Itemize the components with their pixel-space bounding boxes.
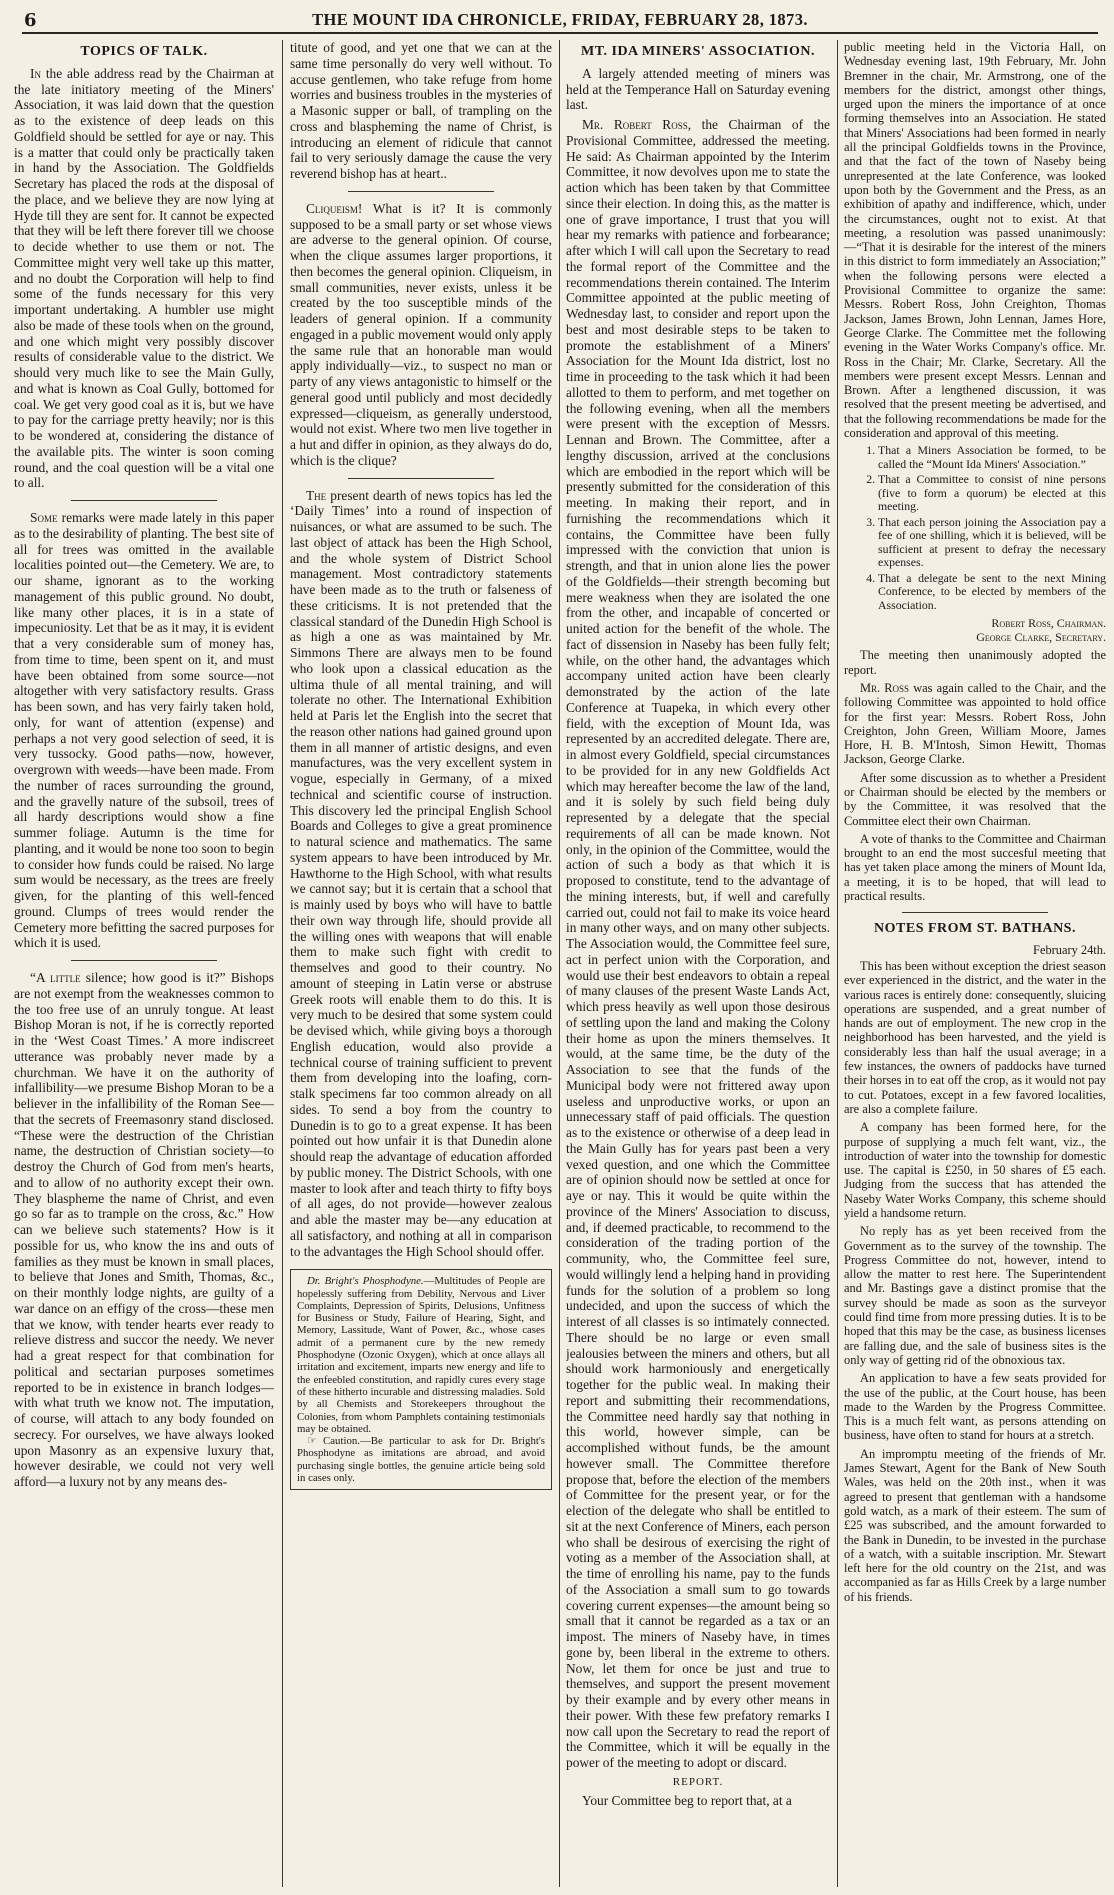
column-rule xyxy=(837,40,838,1887)
report-heading: REPORT. xyxy=(672,1775,724,1788)
column-3 xyxy=(566,40,830,1888)
resolution-item: 1. That a Miners Association be formed, to be called the “Mount Ida Miners' Association.” xyxy=(878,444,1106,471)
article-paragraph: A largely attended meeting of miners was held at the Temperance Hall on Saturday evening last. xyxy=(566,65,830,113)
article-paragraph: “A little silence; how good is it?” Bishops are not exempt from the weaknesses common to the too free use of an unruly tongue. At least Bishop Moran is not, if he is correctly reported in the ‘West Coast Times.’ A more indiscreet utterance was probably never made by a churchman. We have it on the authority of infallibility—we presume Bishop Moran to be a believer in the infallibility of the Roman See—that the secrets of Freemasonry stand disclosed. “These were the destruction of the Christian name, the destruction of Christian society—to destroy the Church of God from men's hearts, and to allow of no authority except their own. They blaspheme the name of Christ, and even go so far as to trample on the cross, &c.” How can we believe such statements? How is it possible for us, who know the ins and outs of families as they must be known in small places, to believe that Jones and Smith, Thomas, &c., on their monthly lodge nights, are guilty of a war dance on an effigy of the cross—these men that we know, with tender hearts ever ready to relieve distress and succor the needy. We never had a great respect for that combination for political and sectarian purposes sometimes reported to be in existence in branch lodges—with what truth we know not. The imputation, of course, will attach to any body founded on secrecy. For ourselves, we have always looked upon Masonry as an expensive luxury that, however desirable, we could not very well afford—a luxury not by any means des- xyxy=(14,970,274,1489)
article-paragraph: titute of good, and yet one that we can at the same time personally do very well without. To accuse gentlemen, who take refuge from home worries and business troubles in the mysteries of a Masonic supper or ball, of trampling on the cross and blaspheming the name of Christ, is introducing an element of ridicule that cannot fail to very seriously damage the cause the very reverend bishop has at heart.. xyxy=(290,40,552,181)
section-heading-miners-association: MT. IDA MINERS' ASSOCIATION. xyxy=(580,44,816,59)
column-rule xyxy=(282,40,283,1887)
article-paragraph: Cliqueism! What is it? It is commonly supposed to be a small party or set whose views are adverse to the general opinion. Of course, when the clique assumes larger proportions, it then becomes the general opinion. Cliqueism, in small communities, never exists, unless it be created by the too susceptible minds of the leaders of general opinion. If a community engaged in a public movement would only apply the same rule that an honorable man would apply individually—viz., to suspect no man or party of any views antagonistic to himself or the general good until publicly and most decidedly expressed—cliqueism, as generally understood, would not exist. Where two men live together in a hut and differ in opinion, as they always do do, which is the clique? xyxy=(290,200,552,468)
article-paragraph: The meeting then unanimously adopted the report. xyxy=(844,648,1106,677)
separator xyxy=(348,478,495,479)
article-paragraph: An application to have a few seats provided for the use of the public, at the Court house, has been made to the Warden by the Progress Committee. This is a much felt want, as persons attending on business, have often to stand for hours at a stretch. xyxy=(844,1371,1106,1443)
signatures xyxy=(844,616,1106,644)
article-paragraph: A vote of thanks to the Committee and Chairman brought to an end the most succesful meeting that has yet taken place among the miners of Mount Ida, a meeting, it is to be hoped, that will lead to practical results. xyxy=(844,831,1106,904)
section-heading-st-bathans: NOTES FROM ST. BATHANS. xyxy=(874,921,1076,937)
article-paragraph: An impromptu meeting of the friends of Mr. James Stewart, Agent for the Bank of New South Wales, was held on the 20th inst., when it was agreed to present that gentleman with a handsome gold watch, as a mark of their esteem. The sum of £25 was subscribed, and the amount forwarded to the Bank in Dunedin, to be invested in the purchase of a watch, with a suitable inscription. Mr. Stewart left here for the old country on the 21st, and was accompanied as far as Hills Creek by a large number of his friends. xyxy=(844,1446,1106,1604)
separator xyxy=(71,960,217,961)
article-paragraph: No reply has as yet been received from the Government as to the survey of the township. The Progress Committee do not, however, intend to allow the matter to rest here. The Superintendent and Mr. Bastings gave a distinct promise that the survey should be made as soon as the surveyor could find time from more pressing duties. It is to be hoped that this may be the case, as business licenses are falling due, and the sale of business sites is the only way of getting rid of the obnoxious tax. xyxy=(844,1224,1106,1367)
ad-caution: ☞ Caution.—Be particular to ask for Dr. Bright's Phosphodyne as imitations are abroad, and avoid purchasing single bottles, the genuine article being sold in cases only. xyxy=(297,1435,545,1484)
signature-secretary: George Clarke, Secretary. xyxy=(976,630,1106,645)
article-paragraph: Some remarks were made lately in this paper as to the desirability of planting. The best site of all for trees was omitted in the available localities pointed out—the Cemetery. We are, to our shame, ignorant as to the working management of this public ground. No doubt, like many other places, it is in a state of impecuniosity. Let that be as it may, it is evident that a very considerable sum of money has, from time to time, been spent on it, and must have been obtained from some source—not altogether with very satisfactory results. Grass has been sown, and has very fairly taken hold, only, for want of attention (expense) and perhaps a not very good selection of seed, it is very tussocky. Good paths—now, however, overgrown with weeds—have been made. From the number of races surrounding the ground, and the gravelly nature of the subsoil, trees of all hardy descriptions would show a fine summer foliage. Autumn is the time for planting, and it would be none too soon to begin to consider how funds could be raised. No large sum would be necessary, as the trees are freely given, for the planting of this well-fenced ground. Clumps of trees would render the Cemetery more befitting the sacred purposes for which it is used. xyxy=(14,510,274,951)
section-heading-topics: TOPICS OF TALK. xyxy=(80,44,208,59)
dateline: February 24th. xyxy=(1033,942,1106,957)
column-4 xyxy=(844,40,1106,1888)
ad-body: Dr. Bright's Phosphodyne.—Multitudes of People are hopelessly suffering from Debility, Nervous and Liver Complaints, Depression of Spirits, Delusions, Unfitness for Business or Study, Failure of Hearing, Sight, and Memory, Lassitude, Want of Power, &c., whose cases admit of a permanent cure by the new remedy Phosphodyne (Ozonic Oxygen), which at once allays all irritation and excitement, imparts new energy and life to the enfeebled constitution, and rapidly cures every stage of these hitherto incurable and distressing maladies. Sold by all Chemists and Storekeepers throughout the Colonies, from whom Pamphlets containing testimonials may be obtained. xyxy=(297,1275,545,1435)
article-paragraph: In the able address read by the Chairman at the late initiatory meeting of the Miners' Association, it was laid down that the question as to the existence of deep leads on this Goldfield should be settled for aye or nay. This is a matter that could only be practically taken in hand by the Association. The Goldfields Secretary has placed the rods at the disposal of the place, and we believe they are now lying at Hyde till they are sent for. It cannot be expected that they will be left there forever till we choose to decide whether to use them or not. The Committee might very well take up this matter, and no doubt the Corporation will help to find some of the funds necessary for this very important undertaking. A humbler use might also be made of these tools when on the ground, and one which might very possibly discover results of considerable value to the district. We should very much like to see the Main Gully, and what is known as Coal Gully, bottomed for coal. We get very good coal as it is, but we have to pay for the carriage pretty heavily; nor is this to be wondered at, considering the distance of the available pits. The winter is soon coming round, and the coal question will be a vital one to all. xyxy=(14,65,274,491)
column-rule xyxy=(559,40,560,1887)
resolution-item: 2. That a Committee to consist of nine persons (five to form a quorum) be elected at this meeting. xyxy=(878,473,1106,514)
resolution-item: 4. That a delegate be sent to the next Mining Conference, to be elected by members of the Association. xyxy=(878,572,1106,613)
separator xyxy=(71,500,217,501)
resolutions-list xyxy=(844,444,1106,612)
article-paragraph: The present dearth of news topics has led the ‘Daily Times’ into a round of inspection of nuisances, or what are assumed to be such. The last object of attack has been the High School, and the whole system of District School management. Most contradictory statements have been made as to the truth or falseness of these criticisms. It is not pretended that the classical standard of the Dunedin High School is as high a one as was maintained by Mr. Simmons There are always men to be found who look upon a classical education as the ultima thule of all mental training, and will tolerate no other. The International Exhibition held at Paris let the English into the secret that the reason other nations had gained ground upon them in all manner of artistic designs, and even manufactures, was the very excellent system in vogue, especially in Germany, of a mixed technical and scientific course of instruction. This discovery led the principal English School Boards and Colleges to give a great prominence to natural science and mathematics. The same system appears to have been introduced by Mr. Hawthorne to the High School, with what results we cannot say; but it is certain that a school that is mainly used by boys who will have to battle their own way through life, should provide all the willing ones with weapons that will enable them to make such fight with credit to themselves and good to their country. No amount of steeping in Latin verse or abstruse Greek roots will enable them to do this. It is very much to be desired that some system could be devised which, while giving boys a thorough English education, would also provide a technical course of training sufficient to prevent them from developing into the loafing, corn-stalk specimens far too common already on all sides. To send a boy from the country to Dunedin is to go to a great expense. It has been pointed out how unfair it is that Dunedin alone should reap the advantage of education afforded by public money. The District Schools, with one master to look after and teach thirty to fifty boys of all ages, do not provide—however zealous and able the master may be—any education at all satisfactory, and nothing at all in comparison to the advantages the High School should offer. xyxy=(290,487,552,1259)
separator xyxy=(348,191,495,192)
masthead xyxy=(22,6,1098,34)
advertisement-phosphodyne xyxy=(290,1269,552,1490)
column-1 xyxy=(14,40,274,1888)
article-paragraph: This has been without exception the driest season ever experienced in the district, and the water in the various races is entirely done: consequently, sluicing operations are suspended, and a great number of hands are out of employment. The new crop in the neighborhood has been harvested, and the yield is considerably less than half the usual average; in a few instances, the owners of paddocks have turned their horses in to eat off the crop, as it would not pay to cut. Potatoes, except in a few favored localities, are also a complete failure. xyxy=(844,958,1106,1116)
column-2 xyxy=(290,40,552,1888)
page-number: 6 xyxy=(24,10,37,31)
article-paragraph: Mr. Ross was again called to the Chair, and the following Committee was appointed to hold office for the first year: Messrs. Robert Ross, John Creighton, John Green, William Moore, James Hore, H. B. M'Intosh, Simon Hewitt, Thomas Jackson, George Clarke. xyxy=(844,680,1106,767)
signature-chairman: Robert Ross, Chairman. xyxy=(991,616,1106,631)
separator xyxy=(902,912,1049,913)
article-paragraph: public meeting held in the Victoria Hall, on Wednesday evening last, 19th February, Mr. John Bremner in the chair, Mr. Armstrong, one of the members for the district, amongst other things, urged upon the miners the importance of at once forming themselves into an Association. He stated that Miners' Associations had been formed in nearly all the principal Goldfields towns in the Province, and that the fact of the town of Naseby being unrepresented at the late Conference, was looked upon both by the Government and the Press, as an exhibition of apathy and indifference, which, under the circumstances, ought not to exist. At that meeting, a resolution was passed unanimously:—“That it is desirable for the interest of the miners in this district to form immediately an Association;” when the following persons were elected a Provisional Committee to organize the same: Messrs. Robert Ross, John Creighton, Thomas Jackson, James Brown, John Lennan, James Hore, George Clarke. The Committee met the following evening in the Water Works Company's office. Mr. Ross in the Chair; Mr. Clarke, Secretary. All the members were present except Messrs. Lennan and Brown. After a lengthened discussion, it was resolved that the present meeting be advertised, and that the following recommendations be made for the consideration and approval of this meeting. xyxy=(844,40,1106,441)
article-paragraph: A company has been formed here, for the purpose of supplying a much felt want, viz., the introduction of water into the township for domestic use. The capital is £250, in 50 shares of £5 each. Judging from the success that has attended the Naseby Water Works Company, this scheme should yield a handsome return. xyxy=(844,1120,1106,1220)
article-paragraph: Your Committee beg to report that, at a xyxy=(582,1792,792,1808)
article-paragraph: After some discussion as to whether a President or Chairman should be elected by the members or by the Committee, it was resolved that the Committee elect their own Chairman. xyxy=(844,770,1106,828)
article-paragraph: Mr. Robert Ross, the Chairman of the Provisional Committee, addressed the meeting. He said: As Chairman appointed by the Interim Committee, it now devolves upon me to state the action which has been taken by that Committee since their election. In doing this, as the matter is one of grave importance, I trust that you will hear my remarks with patience and forbearance; after which I will call upon the Secretary to read the formal report of the Committee and the recommendations therein contained. The Interim Committee appointed at the public meeting of Wednesday last, to consider and report upon the best and most desirable steps to be taken to promote the establishment of a Miners' Association for the Mount Ida district, lost no time in proceeding to the task which it had been allotted to them to perform, and met together on the following evening, when all the members were present with the exception of Messrs. Lennan and Brown. The Committee, after a lengthy discussion, arrived at the conclusions which are embodied in the report which will be presently submitted for the consideration of this meeting. In making their report, and in furnishing the recommendations which it contains, the Committee have been fully impressed with the conviction that union is strength, and that in union alone lies the power of the Goldfields—their strength becoming but mere weakness when they are isolated the one from the other, and incapable of concerted or united action for the benefit of the whole. The fact of dissension in Naseby has been fully felt; while, on the other hand, the advantages which accompany united action have been clearly demonstrated by the action of the late Conference at Tuapeka, in which every other field, with the exception of Mount Ida, was represented by an accredited delegate. There are, in almost every Goldfield, special circumstances to be provided for in any new Goldfields Act which may hereafter become the law of the land, and it is solely by such field being duly represented by a delegate that the special requirements of all can be made known. Not only, in the opinion of the Committee, would the action of such a body as that which it is proposed to constitute, tend to the advantage of the mining interests, but, if well and carefully carried out, could not fail to make its voice heard in many other ways, and on many other subjects. The Association would, the Committee feel sure, act in perfect union with the Corporation, and would use their best endeavors to obtain a repeal of many clauses of the present Waste Lands Act, which press heavily as well upon those desirous of settling upon the land and making the Colony their home as upon the miners themselves. It would, at the same time, be the duty of the Association to see that the funds of the Municipal body were not frittered away upon useless and unproductive works, or upon an unnecessary staff of paid officials. The question as to the existence or otherwise of a deep lead in the Main Gully has for years past been a very vexed question, and one which the Committee are of opinion should now be settled at once for aye or nay. This it would be quite within the province of the Miners' Association to discuss, and, if deemed practicable, to recommend to the consideration of the trading portion of the community, who, the Committee feel sure, would willingly lend a helping hand in providing funds for the solution of a problem so long undecided, and upon the success of which the interest of all classes is so intimately connected. There should be no large or even small jealousies between the miners and others, but all should work harmoniously and energetically together for the public weal. In making their report and submitting their recommendations, the Committee need hardly say that nothing in this world, however simple, can be accomplished without funds, be the amount however small. The Committee therefore propose that, before the election of the members of Committee for the present year, or for the election of the delegate who shall be entitled to sit at the next Conference of Miners, each person who shall be desirous of exercising the right of voting as a member of the Association shall, at the time of enrolling his name, pay to the funds of the Association a small sum to go towards covering current expenses—the amount being so small that it cannot be regarded as a tax or an impost. The miners of Naseby have, in times gone by, been liberal in the extreme to others. Now, let them for once be just and true to themselves, and support the present movement by their example and by every other means in their power. With these few prefatory remarks I now call upon the Secretary to read the report of the Committee, which it will be equally in the power of the meeting to adopt or discard. xyxy=(566,117,830,1770)
newspaper-title: THE MOUNT IDA CHRONICLE, FRIDAY, FEBRUARY 28, 1873. xyxy=(312,10,808,29)
resolution-item: 3. That each person joining the Association pay a fee of one shilling, which it is believed, will be sufficient at present to defray the necessary expenses. xyxy=(878,516,1106,570)
